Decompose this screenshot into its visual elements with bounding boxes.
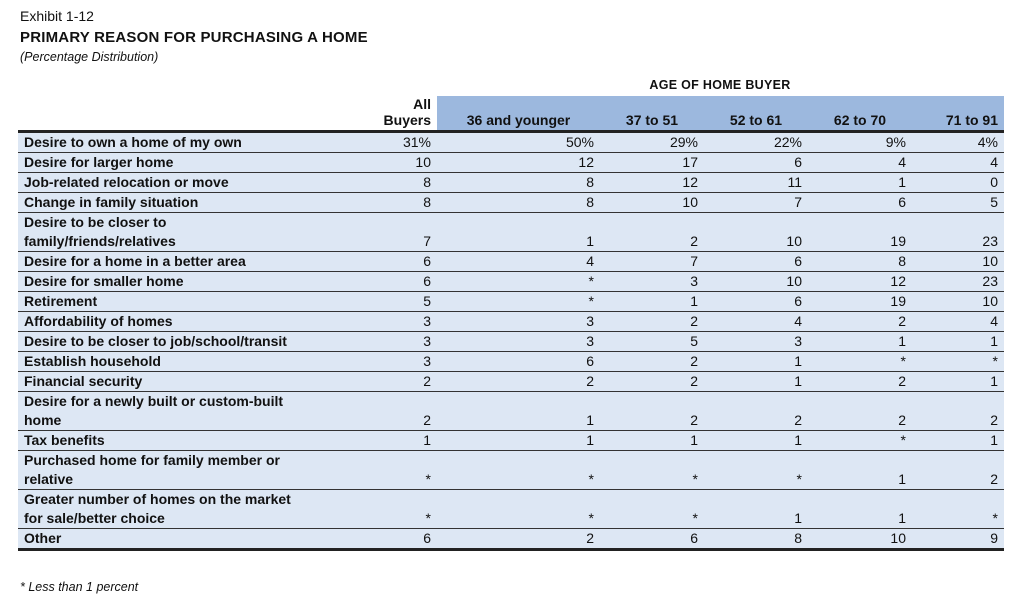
- row-reason-label: [18, 529, 358, 550]
- table-row: [18, 193, 1004, 213]
- table-cell-value: 6: [358, 529, 437, 550]
- table-cell-value: 4: [437, 252, 600, 272]
- table-cell-value: 29%: [600, 132, 704, 153]
- row-reason-label: [18, 153, 358, 173]
- table-cell-value: 4%: [912, 132, 1004, 153]
- table-cell-value: 3: [704, 332, 808, 352]
- table-cell-value: 5: [912, 193, 1004, 213]
- table-row: [18, 490, 1004, 529]
- row-reason-label: [18, 490, 358, 529]
- table-cell-value: 7: [358, 213, 437, 252]
- table-cell-value: 10: [808, 529, 912, 550]
- table-subtitle: (Percentage Distribution): [20, 50, 159, 64]
- reason-label-line: relative: [24, 471, 74, 487]
- table-cell-value: 8: [358, 193, 437, 213]
- table-cell-value: 10: [704, 213, 808, 252]
- table-cell-value: 7: [600, 252, 704, 272]
- table-cell-value: 8: [437, 173, 600, 193]
- table-cell-value: 8: [808, 252, 912, 272]
- table-cell-value: *: [912, 490, 1004, 529]
- table-cell-value: 7: [704, 193, 808, 213]
- table-cell-value: 2: [600, 213, 704, 252]
- table-cell-value: 2: [437, 372, 600, 392]
- row-reason-label: [18, 193, 358, 213]
- table-cell-value: 3: [358, 352, 437, 372]
- table-cell-value: 2: [358, 372, 437, 392]
- table-cell-value: 2: [600, 372, 704, 392]
- reason-label-line: for sale/better choice: [24, 510, 165, 526]
- table-cell-value: 1: [437, 392, 600, 431]
- table-cell-value: 6: [704, 252, 808, 272]
- row-reason-label: [18, 451, 358, 490]
- table-body: [18, 132, 1004, 550]
- table-cell-value: 2: [600, 352, 704, 372]
- reason-label-line: Desire for a newly built or custom-built: [24, 393, 284, 409]
- table-cell-value: 23: [912, 213, 1004, 252]
- table-cell-value: 0: [912, 173, 1004, 193]
- column-header-row: [18, 96, 1004, 132]
- table-cell-value: 10: [600, 193, 704, 213]
- column-header-all-buyers: All Buyers: [358, 96, 437, 132]
- table-row: [18, 213, 1004, 252]
- table-cell-value: 19: [808, 213, 912, 252]
- reason-label-line: Financial security: [24, 373, 143, 389]
- column-header-37-to-51: 37 to 51: [600, 96, 704, 132]
- table-cell-value: 6: [600, 529, 704, 550]
- table-cell-value: 10: [912, 252, 1004, 272]
- table-cell-value: *: [600, 451, 704, 490]
- reason-label-line: Desire for a home in a better area: [24, 253, 246, 269]
- table-cell-value: 5: [358, 292, 437, 312]
- age-group-label: AGE OF HOME BUYER: [649, 78, 791, 92]
- row-reason-label: [18, 292, 358, 312]
- row-reason-label: [18, 312, 358, 332]
- footnote: * Less than 1 percent: [20, 580, 139, 594]
- reason-label-line: family/friends/relatives: [24, 233, 176, 249]
- reason-label-line: home: [24, 412, 62, 428]
- table-cell-value: 19: [808, 292, 912, 312]
- table-cell-value: 1: [437, 431, 600, 451]
- table-cell-value: 1: [704, 352, 808, 372]
- table-cell-value: *: [437, 490, 600, 529]
- column-header-36-and-younger: 36 and younger: [437, 96, 600, 132]
- row-reason-label: [18, 272, 358, 292]
- reason-column-header: [18, 96, 358, 132]
- table-cell-value: 3: [437, 332, 600, 352]
- table-cell-value: 3: [358, 332, 437, 352]
- table-cell-value: 1: [808, 490, 912, 529]
- row-reason-label: [18, 173, 358, 193]
- table-row: [18, 312, 1004, 332]
- table-cell-value: 1: [912, 332, 1004, 352]
- table-cell-value: 2: [808, 372, 912, 392]
- table-row: [18, 352, 1004, 372]
- reason-label-line: Change in family situation: [24, 194, 199, 210]
- reason-label-line: Desire for smaller home: [24, 273, 184, 289]
- table-cell-value: 2: [912, 392, 1004, 431]
- table-cell-value: 6: [704, 153, 808, 173]
- row-reason-label: [18, 392, 358, 431]
- table-cell-value: 1: [704, 431, 808, 451]
- table-title: PRIMARY REASON FOR PURCHASING A HOME: [20, 29, 368, 46]
- table-cell-value: 3: [600, 272, 704, 292]
- table-cell-value: 6: [808, 193, 912, 213]
- table-row: [18, 132, 1004, 153]
- table-cell-value: 10: [358, 153, 437, 173]
- row-reason-label: [18, 252, 358, 272]
- table-cell-value: 10: [912, 292, 1004, 312]
- table-cell-value: 31%: [358, 132, 437, 153]
- table-cell-value: 23: [912, 272, 1004, 292]
- table-row: [18, 392, 1004, 431]
- reason-label-line: Other: [24, 530, 62, 546]
- table-cell-value: 6: [358, 252, 437, 272]
- table-cell-value: 5: [600, 332, 704, 352]
- row-reason-label: [18, 332, 358, 352]
- row-reason-label: [18, 213, 358, 252]
- table-cell-value: 1: [704, 372, 808, 392]
- table-cell-value: 1: [600, 431, 704, 451]
- table-cell-value: 10: [704, 272, 808, 292]
- table-cell-value: 9: [912, 529, 1004, 550]
- reason-label-line: Job-related relocation or move: [24, 174, 229, 190]
- table-row: [18, 372, 1004, 392]
- reason-label-line: Establish household: [24, 353, 161, 369]
- table-row: [18, 292, 1004, 312]
- table-cell-value: 17: [600, 153, 704, 173]
- reason-label-line: Retirement: [24, 293, 98, 309]
- table-cell-value: 12: [437, 153, 600, 173]
- reason-label-line: Greater number of homes on the market: [24, 491, 291, 507]
- column-header-71-to-91: 71 to 91: [912, 96, 1004, 132]
- table-cell-value: 1: [912, 372, 1004, 392]
- row-reason-label: [18, 352, 358, 372]
- table-cell-value: *: [358, 490, 437, 529]
- row-reason-label: [18, 372, 358, 392]
- reason-label-line: Desire to be closer to job/school/transit: [24, 333, 287, 349]
- table-row: [18, 529, 1004, 550]
- row-reason-label: [18, 132, 358, 153]
- table-cell-value: *: [437, 292, 600, 312]
- table-cell-value: 3: [358, 312, 437, 332]
- table-cell-value: 2: [600, 312, 704, 332]
- table-cell-value: 2: [912, 451, 1004, 490]
- table-cell-value: 6: [358, 272, 437, 292]
- table-cell-value: 1: [704, 490, 808, 529]
- table-row: [18, 173, 1004, 193]
- reason-label-line: Affordability of homes: [24, 313, 173, 329]
- table-cell-value: *: [704, 451, 808, 490]
- table-cell-value: 2: [437, 529, 600, 550]
- table-cell-value: 11: [704, 173, 808, 193]
- table-cell-value: 22%: [704, 132, 808, 153]
- table-cell-value: 1: [437, 213, 600, 252]
- table-row: [18, 252, 1004, 272]
- column-header-52-to-61: 52 to 61: [704, 96, 808, 132]
- table-cell-value: 6: [704, 292, 808, 312]
- reason-label-line: Desire to own a home of my own: [24, 134, 242, 150]
- table-cell-value: 4: [704, 312, 808, 332]
- table-cell-value: 1: [808, 173, 912, 193]
- table-cell-value: *: [600, 490, 704, 529]
- table-cell-value: 4: [808, 153, 912, 173]
- table-row: [18, 451, 1004, 490]
- table-cell-value: 9%: [808, 132, 912, 153]
- table-cell-value: 1: [808, 451, 912, 490]
- table-cell-value: 2: [808, 392, 912, 431]
- table-cell-value: 1: [600, 292, 704, 312]
- table-row: [18, 332, 1004, 352]
- table-cell-value: 8: [437, 193, 600, 213]
- table-cell-value: 1: [912, 431, 1004, 451]
- table-cell-value: 2: [704, 392, 808, 431]
- reason-label-line: Desire for larger home: [24, 154, 174, 170]
- row-reason-label: [18, 431, 358, 451]
- table-cell-value: 50%: [437, 132, 600, 153]
- table-row: [18, 272, 1004, 292]
- table-cell-value: 12: [600, 173, 704, 193]
- table-cell-value: 12: [808, 272, 912, 292]
- table-cell-value: 8: [704, 529, 808, 550]
- column-header-62-to-70: 62 to 70: [808, 96, 912, 132]
- table-cell-value: 4: [912, 153, 1004, 173]
- table-cell-value: 2: [808, 312, 912, 332]
- table-cell-value: 3: [437, 312, 600, 332]
- reason-label-line: Purchased home for family member or: [24, 452, 280, 468]
- table-cell-value: 4: [912, 312, 1004, 332]
- table-cell-value: *: [358, 451, 437, 490]
- table-cell-value: 1: [808, 332, 912, 352]
- reason-label-line: Tax benefits: [24, 432, 105, 448]
- table-cell-value: *: [808, 431, 912, 451]
- table-cell-value: *: [437, 272, 600, 292]
- reasons-table: [18, 96, 1004, 551]
- table-cell-value: 2: [358, 392, 437, 431]
- table-cell-value: *: [437, 451, 600, 490]
- table-cell-value: 8: [358, 173, 437, 193]
- exhibit-number: Exhibit 1-12: [20, 8, 94, 24]
- table-cell-value: *: [912, 352, 1004, 372]
- table-cell-value: 2: [600, 392, 704, 431]
- table-row: [18, 431, 1004, 451]
- reason-label-line: Desire to be closer to: [24, 214, 167, 230]
- table-row: [18, 153, 1004, 173]
- table-cell-value: 6: [437, 352, 600, 372]
- table-cell-value: 1: [358, 431, 437, 451]
- table-cell-value: *: [808, 352, 912, 372]
